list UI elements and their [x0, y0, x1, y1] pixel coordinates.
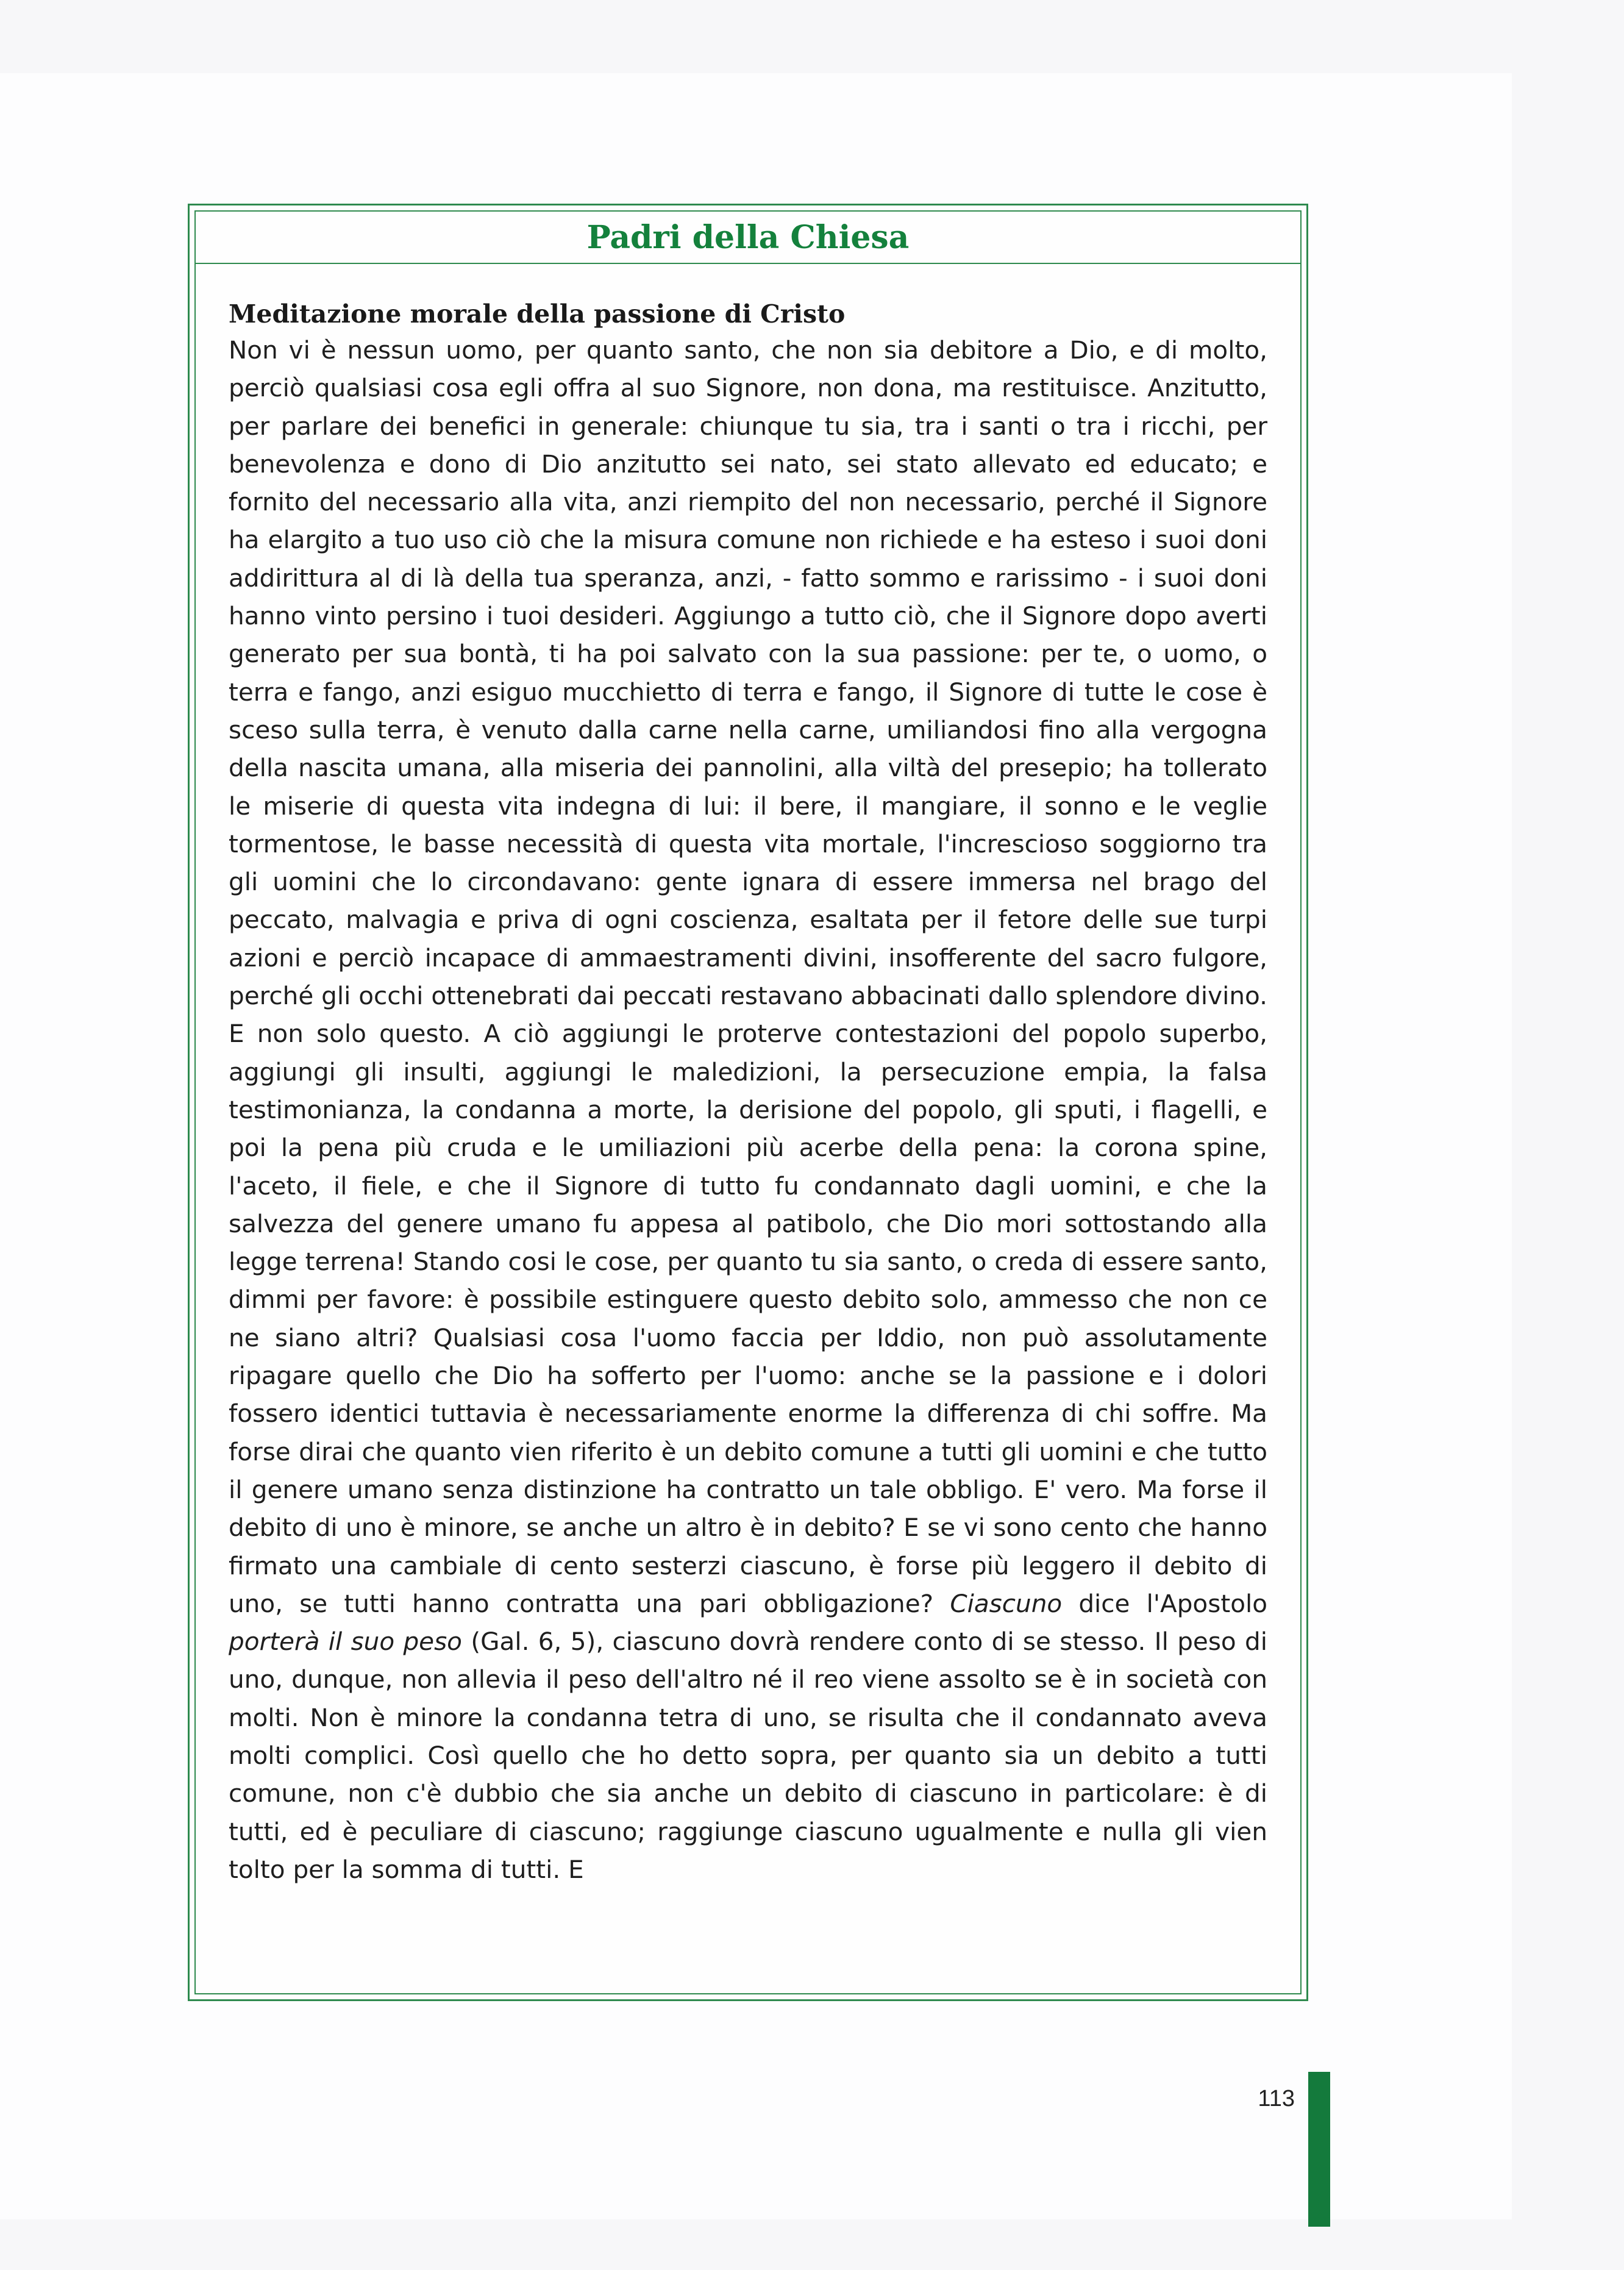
- content-frame: [188, 204, 1308, 2001]
- italic-text: porterà il suo peso: [229, 1627, 462, 1657]
- article-title: Meditazione morale della passione di Cristo: [229, 299, 846, 329]
- article-text: (Gal. 6, 5), ciascuno dovrà rendere conto di se stesso. Il peso di uno, dunque, non allevia il peso dell'altro né il reo viene assolto se è in società con molti. Non è minore la condanna tetra di uno, se risulta che il condannato aveva molti complici. Così quello che ho detto sopra, per quanto sia un debito a tutti comune, non c'è dubbio che sia anche un debito di ciascuno in particolare: è di tutti, ed è peculiare di ciascuno; raggiunge ciascuno ugualmente e nulla gli vien tolto per la somma di tutti. E: [229, 1627, 1267, 1884]
- section-header: [196, 212, 1300, 264]
- content-frame-inner: [194, 210, 1302, 1994]
- section-title: Padri della Chiesa: [586, 219, 910, 256]
- page-marker-bar: [1308, 2072, 1330, 2227]
- article-text: Non vi è nessun uomo, per quanto santo, che non sia debitore a Dio, e di molto, perciò qualsiasi cosa egli offra al suo Signore, non dona, ma restituisce. Anzitutto, per parlare dei benefici in generale: chiunque tu sia, tra i santi o tra i ricchi, per benevolenza e dono di Dio anzitutto sei nato, sei stato allevato ed educato; e fornito del necessario alla vita, anzi riempito del non necessario, perché il Signore ha elargito a tuo uso ciò che la misura comune non richiede e ha esteso i suoi doni addirittura al di là della tua speranza, anzi, - fatto sommo e rarissimo - i suoi doni hanno vinto persino i tuoi desideri. Aggiungo a tutto ciò, che il Signore dopo averti generato per sua bontà, ti ha poi salvato con la sua passione: per te, o uomo, o terra e fango, anzi esiguo mucchietto di terra e fango, il Signore di tutte le cose è sceso sulla terra, è venuto dalla carne nella carne, umiliandosi fino alla vergogna della nascita umana, alla miseria dei pannolini, alla viltà del presepio; ha tollerato le miserie di questa vita indegna di lui: il bere, il mangiare, il sonno e le veglie tormentose, le basse necessità di questa vita mortale, l'increscioso soggiorno tra gli uomini che lo circondavano: gente ignara di essere immersa nel brago del peccato, malvagia e priva di ogni coscienza, esaltata per il fetore delle sue turpi azioni e perciò incapace di ammaestramenti divini, insofferente del sacro fulgore, perché gli occhi ottenebrati dai peccati restavano abbacinati dallo splendore divino. E non solo questo. A ciò aggiungi le proterve contestazioni del popolo superbo, aggiungi gli insulti, aggiungi le maledizioni, la persecuzione empia, la falsa testimonianza, la condanna a morte, la derisione del popolo, gli sputi, i flagelli, e poi la pena più cruda e le umiliazioni più acerbe della pena: la corona spine, l'aceto, il fiele, e che il Signore di tutto fu condannato dagli uomini, e che la salvezza del genere umano fu appesa al patibolo, che Dio mori sottostando alla legge terrena! Stando cosi le cose, per quanto tu sia santo, o creda di essere santo, dimmi per favore: è possibile estinguere questo debito solo, ammesso che non ce ne siano altri? Qualsiasi cosa l'uomo faccia per Iddio, non può assolutamente ripagare quello che Dio ha sofferto per l'uomo: anche se la passione e i dolori fossero identici tuttavia è necessariamente enorme la differenza di chi soffre. Ma forse dirai che quanto vien riferito è un debito comune a tutti gli uomini e che tutto il genere umano senza distinzione ha contratto un tale obbligo. E' vero. Ma forse il debito di uno è minore, se anche un altro è in debito? E se vi sono cento che hanno firmato una cambiale di cento sesterzi ciascuno, è forse più leggero il debito di uno, se tutti hanno contratta una pari obbligazione?: [229, 335, 1267, 1618]
- italic-text: Ciascuno: [950, 1588, 1063, 1618]
- page-number: 113: [1258, 2086, 1295, 2111]
- article-text: dice l'Apostolo: [1078, 1588, 1268, 1618]
- article: [229, 297, 1267, 1888]
- article-body: [229, 331, 1267, 1888]
